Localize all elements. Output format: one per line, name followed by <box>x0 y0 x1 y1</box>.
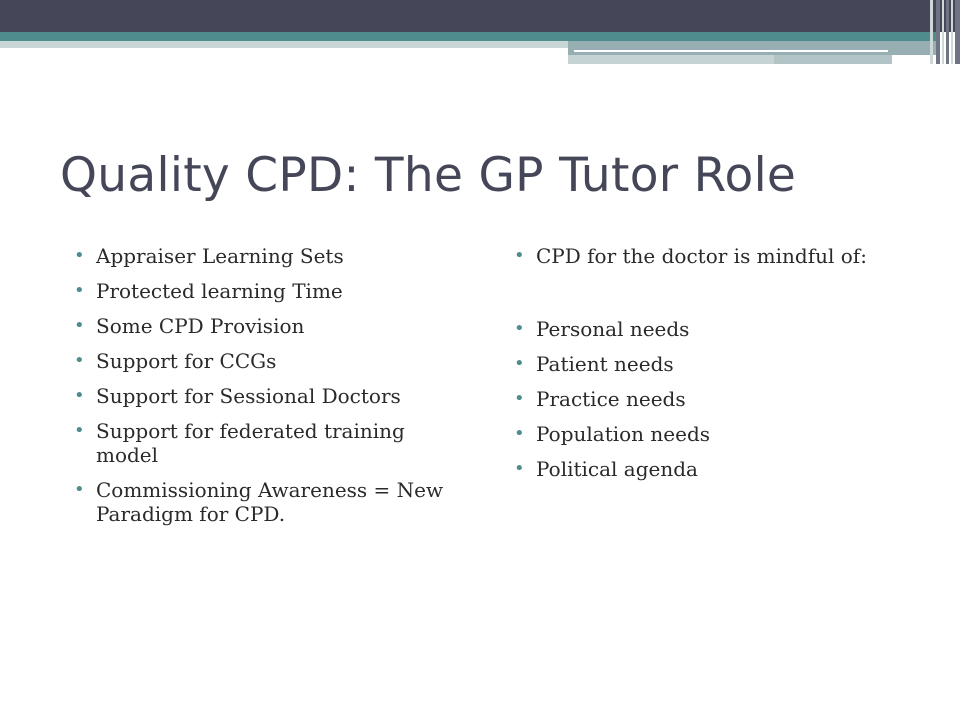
list-item: • Support for CCGs <box>72 349 472 373</box>
right-intro-list <box>512 244 912 268</box>
list-item: • Political agenda <box>512 457 912 481</box>
banner-stripe <box>946 0 949 64</box>
banner-right-lower-band <box>568 55 774 64</box>
banner-stripe <box>955 0 960 64</box>
list-item: • Support for Sessional Doctors <box>72 384 472 408</box>
list-item: • Personal needs <box>512 317 912 341</box>
list-item: • Commissioning Awareness = New Paradigm for CPD. <box>72 478 472 526</box>
list-item: • Some CPD Provision <box>72 314 472 338</box>
banner-stripe <box>951 0 953 64</box>
list-item: • Patient needs <box>512 352 912 376</box>
list-item: • Support for federated training model <box>72 419 472 467</box>
banner-right-band <box>568 41 940 55</box>
banner-right-lower-band-dark <box>774 55 892 64</box>
slide-title: Quality CPD: The GP Tutor Role <box>60 148 797 203</box>
right-bullet-list <box>512 317 912 481</box>
banner-stripe <box>936 0 940 64</box>
spacer <box>512 279 912 317</box>
banner-stripe <box>942 0 944 64</box>
banner-light-band <box>0 41 568 48</box>
intro-item: • CPD for the doctor is mindful of: <box>512 244 912 268</box>
right-column <box>512 244 912 492</box>
list-item: • Practice needs <box>512 387 912 411</box>
left-column <box>72 244 472 537</box>
banner-teal-band <box>0 32 940 41</box>
banner-stripe <box>930 0 933 64</box>
left-bullet-list <box>72 244 472 526</box>
list-item: • Protected learning Time <box>72 279 472 303</box>
banner-dark-band <box>0 0 960 32</box>
list-item: • Appraiser Learning Sets <box>72 244 472 268</box>
banner-white-line <box>574 50 888 52</box>
list-item: • Population needs <box>512 422 912 446</box>
